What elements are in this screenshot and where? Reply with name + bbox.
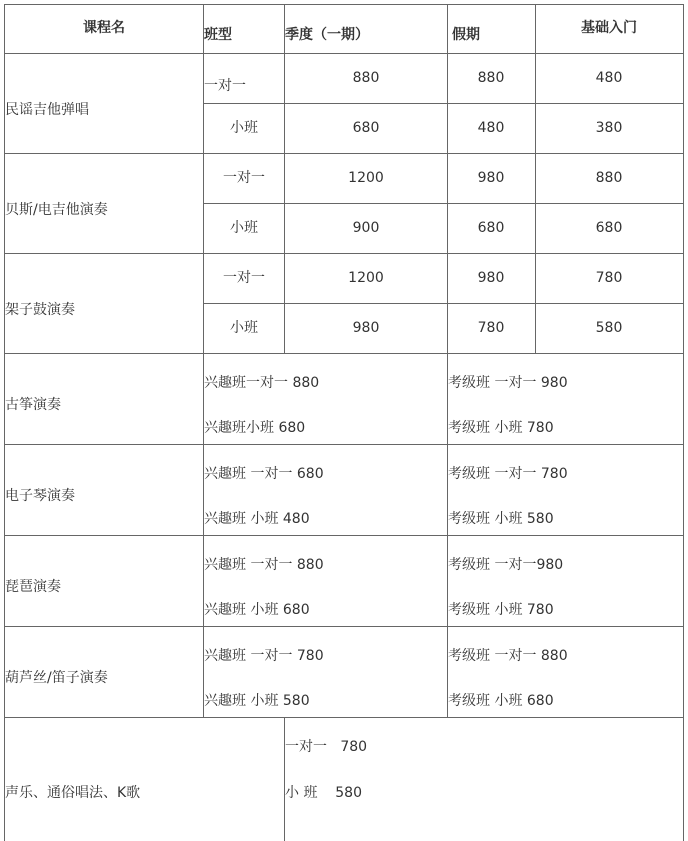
rule-pipa-bottom	[4, 626, 684, 627]
season-price: 980	[352, 320, 380, 336]
course-name: 电子琴演奏	[5, 488, 75, 504]
interest-class-line: 兴趣班 一对一 880	[204, 557, 324, 573]
header-course: 课程名	[83, 20, 125, 36]
basic-price: 880	[595, 170, 623, 186]
course-name: 葫芦丝/笛子演奏	[5, 670, 108, 686]
class-type-cell: 一对一	[223, 270, 265, 286]
class-type-cell: 小班	[230, 320, 258, 336]
basic-price: 380	[595, 120, 623, 136]
rule-header-bottom	[4, 53, 684, 54]
rule-bass-mid	[203, 203, 684, 204]
exam-class-line: 考级班 小班 680	[448, 693, 554, 709]
holiday-price: 780	[477, 320, 505, 336]
course-name: 架子鼓演奏	[5, 302, 75, 318]
interest-class-line: 兴趣班 小班 580	[204, 693, 310, 709]
header-season: 季度（一期）	[285, 27, 369, 43]
header-basic: 基础入门	[581, 20, 637, 36]
rule-drum-bottom	[4, 353, 684, 354]
course-name: 声乐、通俗唱法、K歌	[5, 785, 141, 801]
exam-class-line: 考级班 小班 580	[448, 511, 554, 527]
interest-class-line: 兴趣班 一对一 680	[204, 466, 324, 482]
interest-class-line: 兴趣班一对一 880	[204, 375, 320, 391]
exam-class-line: 考级班 小班 780	[448, 420, 554, 436]
rule-bass-bottom	[4, 253, 684, 254]
class-type-cell: 一对一	[204, 78, 246, 94]
season-price: 1200	[348, 270, 384, 286]
rule-keyboard-bottom	[4, 535, 684, 536]
course-name: 贝斯/电吉他演奏	[5, 202, 108, 218]
rule-vocal-split	[284, 717, 285, 841]
season-price: 880	[352, 70, 380, 86]
exam-class-line: 考级班 一对一980	[448, 557, 564, 573]
course-name: 琵琶演奏	[5, 579, 61, 595]
basic-price: 680	[595, 220, 623, 236]
basic-price: 580	[595, 320, 623, 336]
course-name: 古筝演奏	[5, 397, 61, 413]
rule-col-basic	[535, 4, 536, 353]
rule-guzheng-bottom	[4, 444, 684, 445]
class-type-cell: 小班	[230, 220, 258, 236]
header-class-type: 班型	[204, 27, 232, 43]
course-name: 民谣吉他弹唱	[5, 102, 89, 118]
rule-drum-mid	[203, 303, 684, 304]
vocal-price-line: 小 班 580	[285, 785, 362, 801]
rule-guitar-bottom	[4, 153, 684, 154]
rule-left	[4, 4, 5, 841]
rule-right	[683, 4, 684, 841]
holiday-price: 980	[477, 270, 505, 286]
rule-hulusi-bottom	[4, 717, 684, 718]
season-price: 680	[352, 120, 380, 136]
season-price: 900	[352, 220, 380, 236]
class-type-cell: 小班	[230, 120, 258, 136]
holiday-price: 880	[477, 70, 505, 86]
exam-class-line: 考级班 一对一 980	[448, 375, 568, 391]
interest-class-line: 兴趣班 小班 680	[204, 602, 310, 618]
header-holiday: 假期	[452, 27, 480, 43]
holiday-price: 980	[477, 170, 505, 186]
class-type-cell: 一对一	[223, 170, 265, 186]
rule-guitar-mid	[203, 103, 684, 104]
interest-class-line: 兴趣班 小班 480	[204, 511, 310, 527]
interest-class-line: 兴趣班 一对一 780	[204, 648, 324, 664]
interest-class-line: 兴趣班小班 680	[204, 420, 306, 436]
exam-class-line: 考级班 小班 780	[448, 602, 554, 618]
rule-col-season	[284, 4, 285, 353]
holiday-price: 680	[477, 220, 505, 236]
vocal-price-line: 一对一 780	[285, 739, 368, 755]
basic-price: 480	[595, 70, 623, 86]
holiday-price: 480	[477, 120, 505, 136]
rule-top	[4, 4, 684, 5]
price-table	[4, 4, 684, 841]
season-price: 1200	[348, 170, 384, 186]
basic-price: 780	[595, 270, 623, 286]
exam-class-line: 考级班 一对一 780	[448, 466, 568, 482]
exam-class-line: 考级班 一对一 880	[448, 648, 568, 664]
